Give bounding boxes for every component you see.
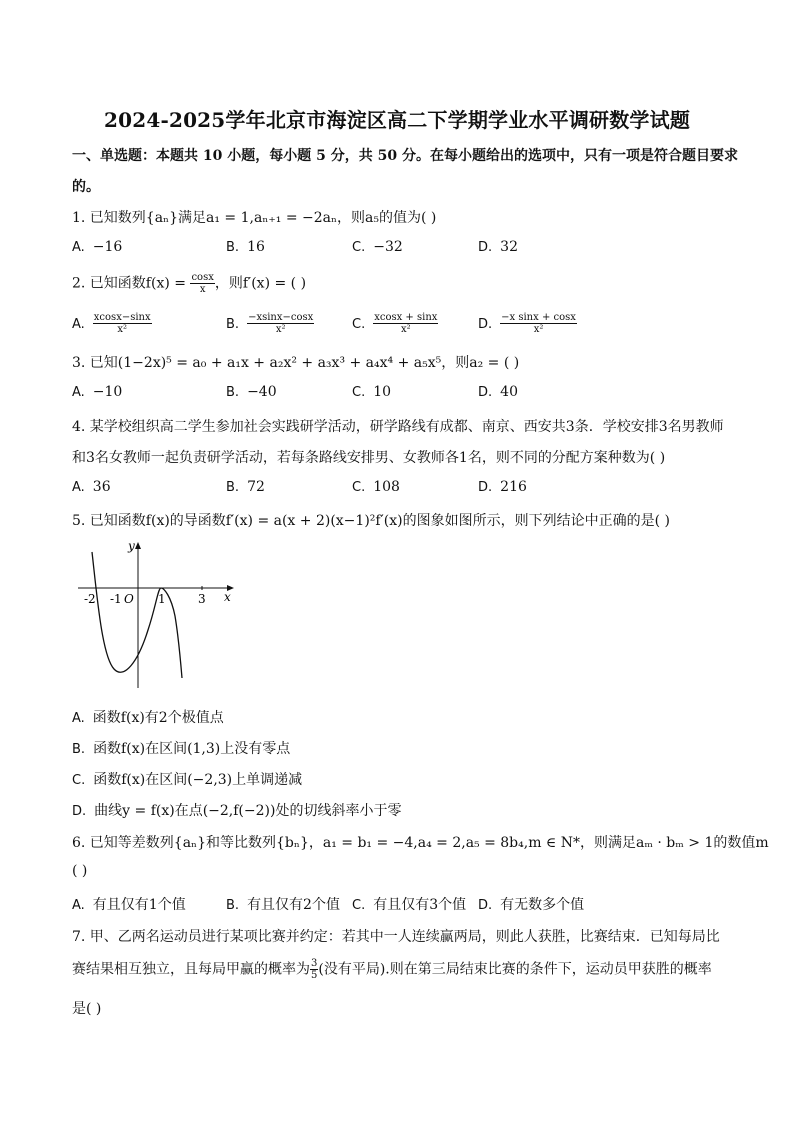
q5-option-b bbox=[72, 738, 290, 758]
option-label: A. bbox=[72, 385, 85, 400]
q6-option-a bbox=[72, 894, 186, 914]
derivative-graph bbox=[72, 538, 240, 690]
option-fraction bbox=[93, 312, 152, 335]
q6-option-b bbox=[226, 894, 340, 914]
section-instructions-cont bbox=[72, 176, 100, 196]
q4-option-a bbox=[72, 479, 111, 495]
option-text: 72 bbox=[247, 479, 265, 495]
q4-option-c bbox=[352, 479, 400, 495]
option-label: A. bbox=[72, 240, 85, 255]
option-text: 108 bbox=[373, 479, 400, 495]
option-text: 32 bbox=[500, 239, 518, 255]
axis-y-label: y bbox=[128, 539, 135, 553]
y-axis-arrow bbox=[135, 542, 141, 549]
option-fraction bbox=[247, 312, 314, 335]
option-text: 16 bbox=[247, 239, 265, 255]
question-4-stem-line1: 4. 某学校组织高二学生参加社会实践研学活动，研学路线有成都、南京、西安共3条．学校安排3名男教师 bbox=[72, 419, 724, 435]
fraction-numerator: −x sinx + cosx bbox=[501, 312, 576, 323]
option-fraction bbox=[500, 312, 577, 335]
fraction-numerator: xcosx + sinx bbox=[374, 312, 438, 323]
axis-x-label: x bbox=[224, 590, 231, 604]
fraction-numerator: 3 bbox=[311, 958, 318, 969]
tick-label-3: 3 bbox=[198, 592, 206, 606]
fraction-numerator: xcosx−sinx bbox=[93, 312, 151, 323]
q2-option-c bbox=[352, 312, 438, 335]
q5-option-c bbox=[72, 769, 302, 789]
q2-option-b bbox=[226, 312, 314, 335]
option-label: A. bbox=[72, 898, 85, 913]
option-label: B. bbox=[226, 316, 240, 332]
question-7-stem-line3: 是( ) bbox=[72, 1001, 102, 1017]
q4-option-d bbox=[478, 479, 527, 495]
option-text: 有无数多个值 bbox=[500, 897, 585, 913]
q7-stem2-pre: 赛结果相互独立，且每局甲赢的概率为 bbox=[72, 961, 310, 978]
q2-stem-fraction bbox=[190, 272, 214, 295]
tick-label-minus-2: -2 bbox=[84, 592, 96, 606]
option-label: C. bbox=[352, 240, 366, 255]
q1-option-d bbox=[478, 239, 518, 255]
option-label: D. bbox=[478, 385, 493, 400]
fraction-denominator: x² bbox=[533, 324, 544, 335]
option-text: 有且仅有2个值 bbox=[247, 897, 340, 913]
tick-label-minus-1: -1 bbox=[110, 592, 122, 606]
origin-label: O bbox=[124, 592, 134, 606]
option-label: C. bbox=[352, 898, 366, 913]
option-text: 函数f(x)在区间(1,3)上没有零点 bbox=[93, 741, 291, 757]
section-heading-line2: 的。 bbox=[72, 179, 100, 195]
option-text: 40 bbox=[500, 384, 518, 400]
fraction-numerator: cosx bbox=[191, 272, 214, 283]
question-6-stem-line2: ( ) bbox=[72, 863, 88, 879]
option-label: C. bbox=[72, 773, 86, 788]
option-label: D. bbox=[72, 804, 87, 819]
q3-option-b bbox=[226, 384, 277, 400]
question-3-stem: 3. 已知(1−2x)⁵ = a₀ + a₁x + a₂x² + a₃x³ + a₄x⁴ + a₅x⁵，则a₂ = ( ) bbox=[72, 355, 520, 371]
option-text: −32 bbox=[373, 239, 403, 255]
q5-option-d bbox=[72, 800, 401, 820]
option-label: C. bbox=[352, 385, 366, 400]
q1-option-b bbox=[226, 239, 265, 255]
section-instructions bbox=[72, 145, 738, 165]
option-text: 36 bbox=[92, 479, 111, 495]
option-label: C. bbox=[352, 316, 366, 332]
q3-option-c bbox=[352, 384, 391, 400]
option-text: 曲线y = f(x)在点(−2,f(−2))处的切线斜率小于零 bbox=[94, 803, 402, 819]
fraction-denominator: x² bbox=[400, 324, 411, 335]
q2-option-d bbox=[478, 312, 577, 335]
q2-stem-post: ，则f′(x) = ( ) bbox=[214, 275, 307, 292]
question-4-stem-line2: 和3名女教师一起负责研学活动，若每条路线安排男、女教师各1名，则不同的分配方案种数为( ) bbox=[72, 450, 666, 466]
option-label: B. bbox=[226, 385, 240, 400]
option-fraction bbox=[373, 312, 438, 335]
option-text: 函数f(x)在区间(−2,3)上单调递减 bbox=[93, 772, 303, 788]
q7-stem2-post: (没有平局).则在第三局结束比赛的条件下，运动员甲获胜的概率 bbox=[318, 961, 712, 978]
fraction-denominator: x² bbox=[275, 324, 286, 335]
q6-option-d bbox=[478, 894, 584, 914]
option-text: 有且仅有1个值 bbox=[92, 897, 186, 913]
q3-option-a bbox=[72, 384, 122, 400]
q1-option-a bbox=[72, 239, 122, 255]
question-7-stem-line1: 7. 甲、乙两名运动员进行某项比赛并约定：若其中一人连续赢两局，则此人获胜，比赛结束．已知每局比 bbox=[72, 929, 720, 945]
q1-option-c bbox=[352, 239, 403, 255]
fraction-denominator: x bbox=[199, 284, 206, 295]
question-7-stem-line2 bbox=[72, 958, 712, 981]
option-label: B. bbox=[72, 742, 86, 757]
question-6-stem-line1: 6. 已知等差数列{aₙ}和等比数列{bₙ}，a₁ = b₁ = −4,a₄ = 2,a₅ = 8b₄,m ∈ N*，则满足aₘ · bₘ > 1的数值m bbox=[72, 835, 769, 851]
option-text: −40 bbox=[247, 384, 277, 400]
option-label: D. bbox=[478, 480, 493, 495]
q2-option-a bbox=[72, 312, 152, 335]
question-1-stem: 1. 已知数列{aₙ}满足a₁ = 1,aₙ₊₁ = −2aₙ，则a₅的值为( ) bbox=[72, 210, 437, 226]
q6-option-c bbox=[352, 894, 466, 914]
tick-label-1: 1 bbox=[158, 592, 166, 606]
option-label: A. bbox=[72, 316, 85, 332]
q4-option-b bbox=[226, 479, 265, 495]
option-label: D. bbox=[478, 316, 493, 332]
option-text: −16 bbox=[92, 239, 123, 255]
section-heading-line1: 一、单选题：本题共 10 小题，每小题 5 分，共 50 分。在每小题给出的选项中，只有一项是符合题目要求 bbox=[72, 148, 738, 164]
question-5-stem: 5. 已知函数f(x)的导函数f′(x) = a(x + 2)(x−1)²f′(x)的图象如图所示，则下列结论中正确的是( ) bbox=[72, 513, 670, 529]
option-label: D. bbox=[478, 240, 493, 255]
question-2-stem bbox=[72, 272, 306, 295]
option-text: 216 bbox=[500, 479, 527, 495]
fraction-denominator: 5 bbox=[311, 970, 318, 981]
option-label: C. bbox=[352, 480, 366, 495]
derivative-curve bbox=[92, 552, 182, 678]
option-label: B. bbox=[226, 898, 240, 913]
option-text: 函数f(x)有2个极值点 bbox=[92, 710, 224, 726]
fraction-denominator: x² bbox=[117, 324, 128, 335]
option-label: A. bbox=[72, 711, 85, 726]
option-label: A. bbox=[72, 480, 85, 495]
option-label: B. bbox=[226, 480, 240, 495]
q2-stem-pre: 2. 已知函数f(x) = bbox=[72, 275, 191, 292]
option-text: 10 bbox=[373, 384, 392, 400]
option-text: 有且仅有3个值 bbox=[373, 897, 467, 913]
q3-option-d bbox=[478, 384, 518, 400]
option-text: −10 bbox=[92, 384, 123, 400]
fraction-numerator: −xsinx−cosx bbox=[248, 312, 314, 323]
option-label: B. bbox=[226, 240, 240, 255]
page-title: 2024-2025学年北京市海淀区高二下学期学业水平调研数学试题 bbox=[103, 108, 691, 132]
q5-option-a bbox=[72, 707, 224, 727]
option-label: D. bbox=[478, 898, 493, 913]
